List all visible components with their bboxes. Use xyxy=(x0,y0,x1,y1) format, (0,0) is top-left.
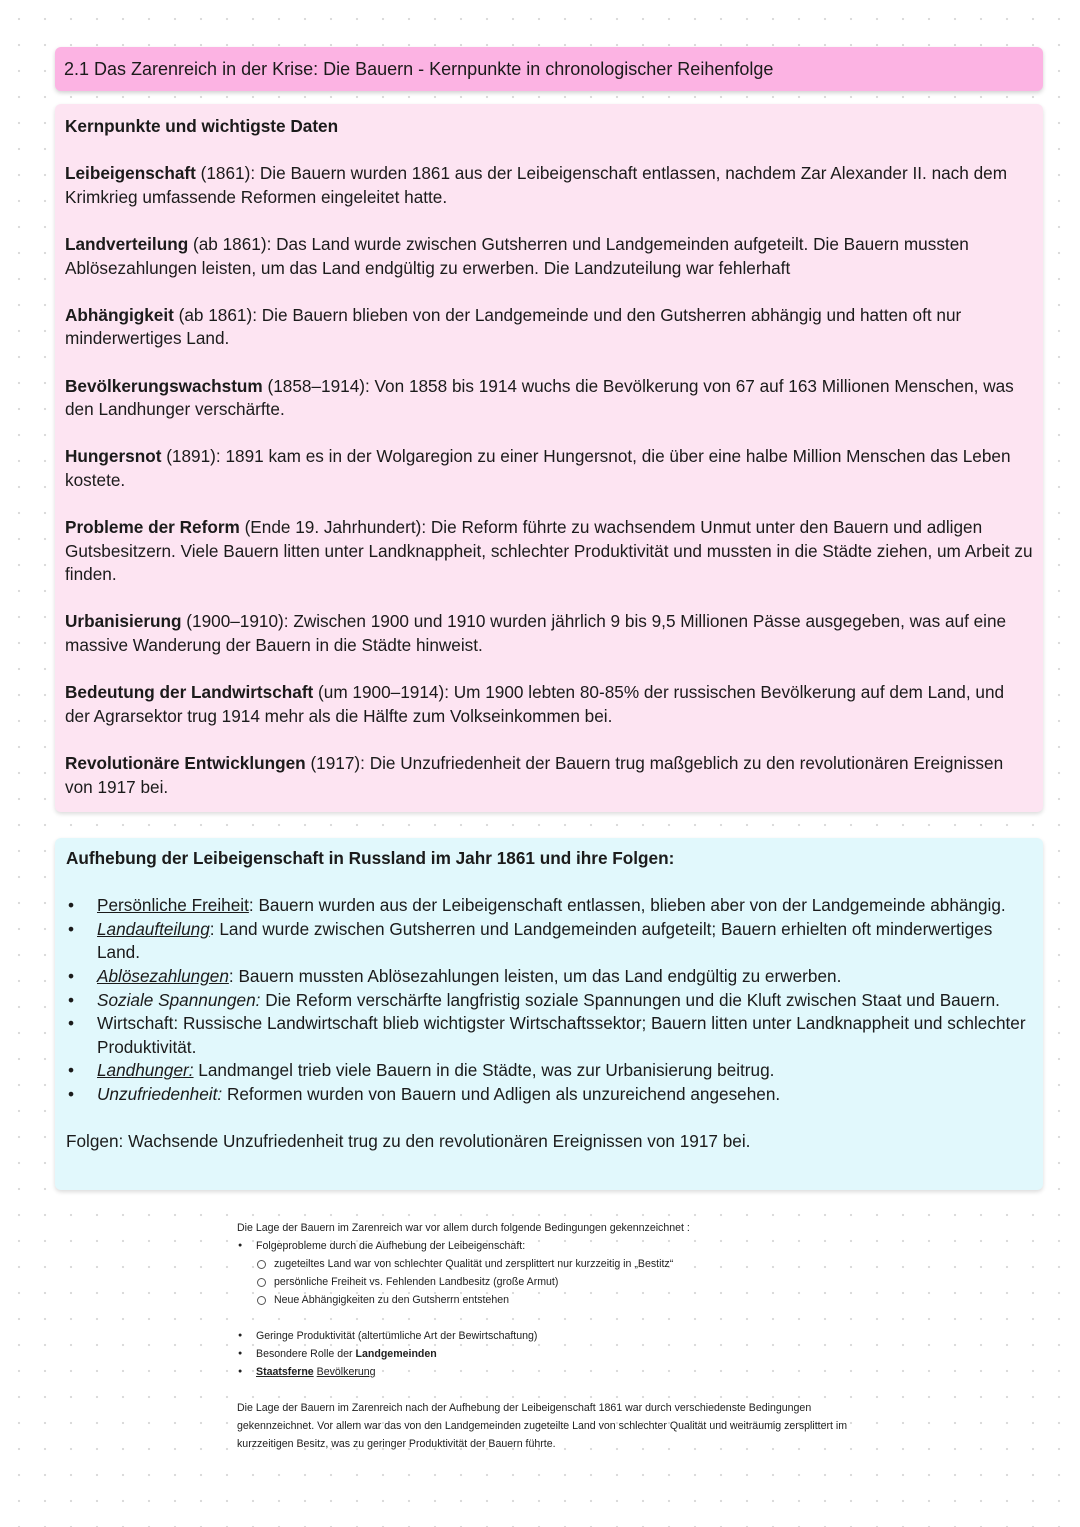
list-item xyxy=(66,894,1033,918)
entry-text: : Von 1858 bis 1914 wuchs die Bevölkerung von 67 auf 163 Millionen Menschen, was den Landhunger verschärfte. xyxy=(65,375,1014,420)
bullet-term: Soziale Spannungen: xyxy=(97,989,261,1010)
entry-text: : Um 1900 lebten 80-85% der russischen Bevölkerung auf dem Land, und der Agrarsektor trug 1914 mehr als die Hälfte zum Volkseinkommen bei. xyxy=(65,682,1005,726)
list-item xyxy=(66,989,1033,1013)
entry-landverteilung xyxy=(65,233,1033,280)
list-item: Neue Abhängigkeiten zu den Gutsherrn entstehen xyxy=(237,1291,857,1309)
entry-term: Revolutionäre Entwicklungen xyxy=(65,753,306,774)
list-item xyxy=(237,1363,857,1381)
folgen-list xyxy=(66,894,1033,1106)
entry-date: (Ende 19. Jahrhundert) xyxy=(239,517,422,538)
entry-bedeutung-landwirtschaft xyxy=(65,681,1033,728)
bullet-text: Landmangel trieb viele Bauern in die Städte, was zur Urbanisierung beitrug. xyxy=(193,1060,775,1081)
bullet-text: Reformen wurden von Bauern und Adligen als unzureichend angesehen. xyxy=(222,1083,781,1104)
staat-rest: Bevölkerung xyxy=(316,1366,376,1378)
entry-text: : Die Unzufriedenheit der Bauern trug maßgeblich zu den revolutionären Ereignissen von 1917 bei. xyxy=(65,753,1004,797)
entry-revolutionaere-entwicklungen xyxy=(65,752,1033,799)
section-title: 2.1 Das Zarenreich in der Krise: Die Bauern - Kernpunkte in chronologischer Reihenfolge xyxy=(64,58,774,79)
kernpunkte-heading: Kernpunkte und wichtigste Daten xyxy=(65,116,339,136)
bullet-term: Persönliche Freiheit xyxy=(97,895,249,916)
aufhebung-card xyxy=(55,838,1043,1190)
bullet-text: Wirtschaft: Russische Landwirtschaft blieb wichtigster Wirtschaftssektor; Bauern litten unter Landknappheit und schlechter Produktivität. xyxy=(97,1013,1026,1057)
entry-term: Landverteilung xyxy=(65,233,189,254)
entry-hungersnot xyxy=(65,445,1033,492)
list-item xyxy=(66,1012,1033,1059)
entry-text: : Das Land wurde zwischen Gutsherren und Landgemeinden aufgeteilt. Die Bauern mussten Ablösezahlungen leisten, um das Land endgültig zu erwerben. Die Landzuteilung war fehlerhaft xyxy=(65,233,969,278)
entry-bevoelkerungswachstum xyxy=(65,375,1033,422)
entry-abhaengigkeit xyxy=(65,304,1033,351)
rolle-bold: Landgemeinden xyxy=(355,1348,437,1360)
entry-date: (1917) xyxy=(305,753,361,774)
list-item xyxy=(66,965,1033,989)
entry-date: (um 1900–1914) xyxy=(313,682,445,703)
entry-date: (ab 1861) xyxy=(188,233,267,254)
staat-bold: Staatsferne xyxy=(256,1366,314,1378)
bullet-text: Die Reform verschärfte langfristig soziale Spannungen und die Kluft zwischen Staat und Bauern. xyxy=(260,989,1000,1010)
notes-paragraph: Die Lage der Bauern im Zarenreich nach der Aufhebung der Leibeigenschaft 1861 war durch verschiedenste Bedingungen gekennzeichnet. Vor allem war das von den Landgemeinden zugeteilte Land von schlechter Qualität und weiträumig zersplittert im kurzzeitigen Besitz, was zu geringer Produktivität der Bauern führte. xyxy=(237,1402,848,1450)
entry-text: : Zwischen 1900 und 1910 wurden jährlich 9 bis 9,5 Millionen Pässe ausgegeben, was auf eine massive Wanderung der Bauern in die Städte hinweist. xyxy=(65,611,1007,656)
notes-list-2 xyxy=(237,1327,857,1381)
entry-text: : Die Bauern wurden 1861 aus der Leibeigenschaft entlassen, nachdem Zar Alexander II. nach dem Krimkrieg umfassende Reformen eingeleitet hatte. xyxy=(65,163,1008,207)
entry-term: Leibeigenschaft xyxy=(65,163,196,184)
entry-text: : Die Reform führte zu wachsendem Unmut unter den Bauern und adligen Gutsbesitzern. Viele Bauern litten unter Landknappheit, schlechter Produktivität und mussten in die Städte ziehen, um Arbeit zu finden. xyxy=(65,517,1033,585)
bullet-text: : Bauern wurden aus der Leibeigenschaft entlassen, blieben aber von der Landgemeinde abhängig. xyxy=(248,895,1006,916)
entry-term: Urbanisierung xyxy=(65,611,182,632)
entry-term: Bevölkerungswachstum xyxy=(65,375,263,396)
entry-date: (1858–1914) xyxy=(262,375,365,396)
notes-intro: Die Lage der Bauern im Zarenreich war vor allem durch folgende Bedingungen gekennzeichnet : xyxy=(237,1222,690,1234)
aufhebung-heading: Aufhebung der Leibeigenschaft in Russland im Jahr 1861 und ihre Folgen: xyxy=(66,848,675,868)
list-item xyxy=(66,1083,1033,1107)
list-item: persönliche Freiheit vs. Fehlenden Landbesitz (große Armut) xyxy=(237,1273,857,1291)
entry-text: : Die Bauern blieben von der Landgemeinde und den Gutsherren abhängig und hatten oft nur minderwertiges Land. xyxy=(65,304,962,349)
entry-term: Probleme der Reform xyxy=(65,517,240,538)
rolle-prefix: Besondere Rolle der xyxy=(256,1348,356,1360)
list-item: zugeteiltes Land war von schlechter Qualität und zersplittert nur kurzzeitig in „Bestitz“ xyxy=(237,1255,857,1273)
bullet-text: : Bauern mussten Ablösezahlungen leisten, um das Land endgültig zu erwerben. xyxy=(228,965,842,986)
bullet-term: Landaufteilung xyxy=(97,918,210,939)
bullet-term: Unzufriedenheit: xyxy=(97,1083,223,1104)
list-item xyxy=(66,918,1033,965)
list-item: ● Folgeprobleme durch die Aufhebung der Leibeigenschaft: xyxy=(237,1237,857,1255)
entry-urbanisierung xyxy=(65,610,1033,657)
entry-date: (1861) xyxy=(195,163,251,184)
list-item xyxy=(237,1345,857,1363)
entry-probleme-der-reform xyxy=(65,516,1033,587)
kernpunkte-card xyxy=(55,104,1043,812)
entry-leibeigenschaft xyxy=(65,162,1033,209)
entry-date: (ab 1861) xyxy=(173,304,253,325)
list-item: ● Geringe Produktivität (altertümliche Art der Bewirtschaftung) xyxy=(237,1327,857,1345)
folgen-conclusion: Folgen: Wachsende Unzufriedenheit trug zu den revolutionären Ereignissen von 1917 bei. xyxy=(66,1131,751,1152)
entry-term: Hungersnot xyxy=(65,446,162,467)
bullet-text: : Land wurde zwischen Gutsherren und Landgemeinden aufgeteilt; Bauern erhielten oft minderwertiges Land. xyxy=(97,918,993,963)
bullet-term: Landhunger: xyxy=(97,1060,194,1081)
list-item xyxy=(66,1059,1033,1083)
entry-text: : 1891 kam es in der Wolgaregion zu einer Hungersnot, die über eine halbe Million Menschen das Leben kostete. xyxy=(65,446,1011,490)
entry-date: (1891) xyxy=(161,446,216,467)
entry-term: Abhängigkeit xyxy=(65,304,174,325)
notes-list xyxy=(237,1237,857,1309)
bullet-term: Ablösezahlungen xyxy=(97,965,229,986)
section-title-bar xyxy=(55,47,1043,91)
notes-section xyxy=(237,1219,857,1453)
entry-term: Bedeutung der Landwirtschaft xyxy=(65,682,314,703)
entry-date: (1900–1910) xyxy=(181,611,284,632)
